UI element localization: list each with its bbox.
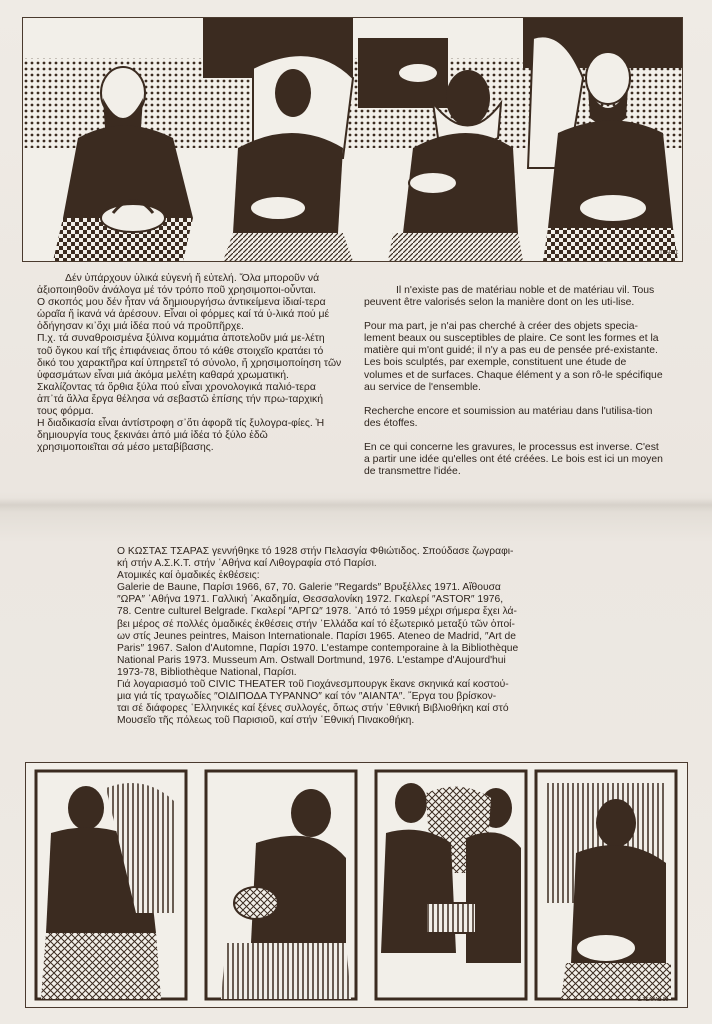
weaver-2	[221, 789, 351, 999]
weaver-1	[41, 783, 176, 999]
bio-line: Paris″ 1967. Salon d'Automne, Παρίσι 1970. L'estampe contemporaine à la Bibliothèque	[117, 642, 519, 654]
bio-line: βει μέρος σέ πολλές ὁμαδικές ἐκθέσεις στήν ῾Ελλάδα καί τό ἐξωτερικό μεταξύ τῶν ὁποί-	[117, 618, 515, 630]
top-illustration	[22, 17, 683, 262]
bio-line: Ο ΚΩΣΤΑΣ ΤΣΑΡΑΣ γεννήθηκε τό 1928 στήν Πελασγία Φθιώτιδος. Σπούδασε ζωγραφι-	[117, 546, 514, 557]
bio-line: μια γιά τίς τραγωδίες ″ΟΙΔΙΠΟΔΑ ΤΥΡΑΝΝΟ″ καί τόν ″ΑΙΑΝΤΑ″. ῎Εργα του βρίσκον-	[117, 691, 497, 703]
bio-line: Γιά λογαριασμό τοῦ CIVIC THEATER τοῦ Γιοχάνεσμπουργκ ἔκανε σκηνικά καί κοστού-	[117, 679, 509, 691]
greek-paragraph-5: Η διαδικασία εἶναι ἀντίστροφη σ᾽ὅτι ἀφορᾶ τίς ξυλογρα-φίες. Ἡ δημιουργία τους ξεκινάει ἀπό μιά ἰδέα τό ξύλο ἐδῶ χρησιμοποιεῖται σά μέσο μεταβίβασης.	[37, 418, 325, 454]
bio-line: Galerie de Baune, Παρίσι 1966, 67, 70. Galerie ″Regards″ Βρυξέλλες 1971. Αἴθουσα	[117, 582, 501, 594]
french-paragraph-1: Il n'existe pas de matériau noble et de matériau vil. Tous peuvent être valorisés selon la manière dont on les uti-lise.	[364, 285, 655, 309]
french-paragraph-3: Recherche encore et soumission au matériau dans l'utilisa-tion des étoffes.	[364, 405, 653, 429]
greek-paragraph-2: Ο σκοπός μου δέν ἦταν νά δημιουργήσω ἀντικείμενα ἰδιαί-τερα ὡραῖα ἤ ἱκανά νά ἀρέσουν. Εἶναι οἱ φόρμες καί τά ὑ-λικά πού μέ ὁδήγησαν κι᾽ὄχι μιά ἰδέα πού νά προῦπῆρχε.	[37, 297, 330, 333]
bio-line: 1973-78, Bibliothèque National, Παρίσι.	[117, 666, 297, 678]
bio-line: National Paris 1973. Musseum Am. Ostwall Dortmund, 1976. L'estampe d'Aujourd'hui	[117, 654, 506, 666]
bio-line: κή στήν Α.Σ.Κ.Τ. στήν ᾽Αθήνα καί Λιθογραφία στό Παρίσι.	[117, 558, 377, 570]
artist-biography	[117, 546, 597, 727]
french-paragraph-4: En ce qui concerne les gravures, le processus est inverse. C'est a partir une idée qu'elles ont été créées. Le bois est ici un moyen de transmettre l'idée.	[364, 441, 663, 478]
greek-paragraph-1: Δέν ὑπάρχουν ὑλικά εὐγενή ἤ εὐτελή. Ὅλα μποροῦν νά ἀξιοποιηθοῦν ἀνάλογα μέ τόν τρόπο ποῦ χρησιμοποι-οὖνται.	[37, 273, 320, 297]
bio-line: Μουσεῖο τῆς πόλεως τοῦ Παρισιοῦ, καί στήν ῾Εθνική Πινακοθήκη.	[117, 715, 415, 727]
page-fold	[0, 498, 712, 512]
bio-line: 78. Centre culturel Belgrade. Γκαλερί ″ΑΡΓΩ″ 1978. ᾽Από τό 1959 μέχρι σήμερα ἔχει λά-	[117, 606, 517, 618]
bottom-illustration	[25, 762, 688, 1008]
top-woodcut-image	[23, 18, 682, 261]
weaver-3	[381, 783, 521, 963]
greek-statement	[37, 273, 342, 454]
greek-paragraph-3: Π.χ. τά συναθροισμένα ξύλινα κομμάτια ἀποτελοῦν μιά με-λέτη τοῦ ὄγκου καί τῆς ἐπιφάνειας ὅπου τό κάθε στοιχεῖο κρατάει τό δικό του χαρακτῆρα καί ὑπηρετεῖ τό σύνολο, ἤ χρησιμοποίηση τῶν ὑφασμάτων εἶναι μιά ἀκόμα μελέτη καθαρά χρωματική.	[37, 333, 342, 381]
bottom-signature: Σ.ΤΣΑΡΑΣ 86	[638, 997, 669, 1003]
top-signature: Σ.ΤΣΑΡΑΣ	[655, 250, 679, 256]
french-paragraph-2: Pour ma part, je n'ai pas cherché à créer des objets specia-lement beaux ou susceptibles de plaire. Ce sont les formes et la matière qui m'ont guidé; il n'y a pas eu de pensée pré-existante. Les bois sculptés, par exemple, constituent une étude de volumes et de surfaces. Chaque élément y a son rô-le spécifique au service de l'ensemble.	[364, 321, 663, 393]
bio-line: ται σέ διάφορες ῾Ελληνικές καί ξένες συλλογές, ὅπως στήν ῾Εθνική Βιβλιοθήκη καί στό	[117, 703, 509, 715]
bio-line: ων στίς Jeunes peintres, Maison Internationale. Παρίσι 1965. Ateneo de Madrid, ″Art de	[117, 630, 516, 642]
bottom-woodcut-image	[26, 763, 687, 1007]
weaver-4	[546, 783, 671, 999]
french-statement	[364, 285, 664, 490]
bio-line: ″ΩΡΑ″ ᾽Αθήνα 1971. Γαλλική ᾽Ακαδημία, Θεσσαλονίκη 1972. Γκαλερί ″ASTOR″ 1976,	[117, 594, 504, 606]
bio-line: Ατομικές καί ὁμαδικές ἐκθέσεις:	[117, 570, 260, 582]
greek-paragraph-4: Σκαλίζοντας τά ὄρθια ξύλα πού εἶναι χρονολογικά παλιό-τερα ἀπ᾽τά ἄλλα ἔργα θέλησα νά σεβαστῶ ἐπίσης τήν πρω-ταρχική τους φόρμα.	[37, 381, 324, 418]
